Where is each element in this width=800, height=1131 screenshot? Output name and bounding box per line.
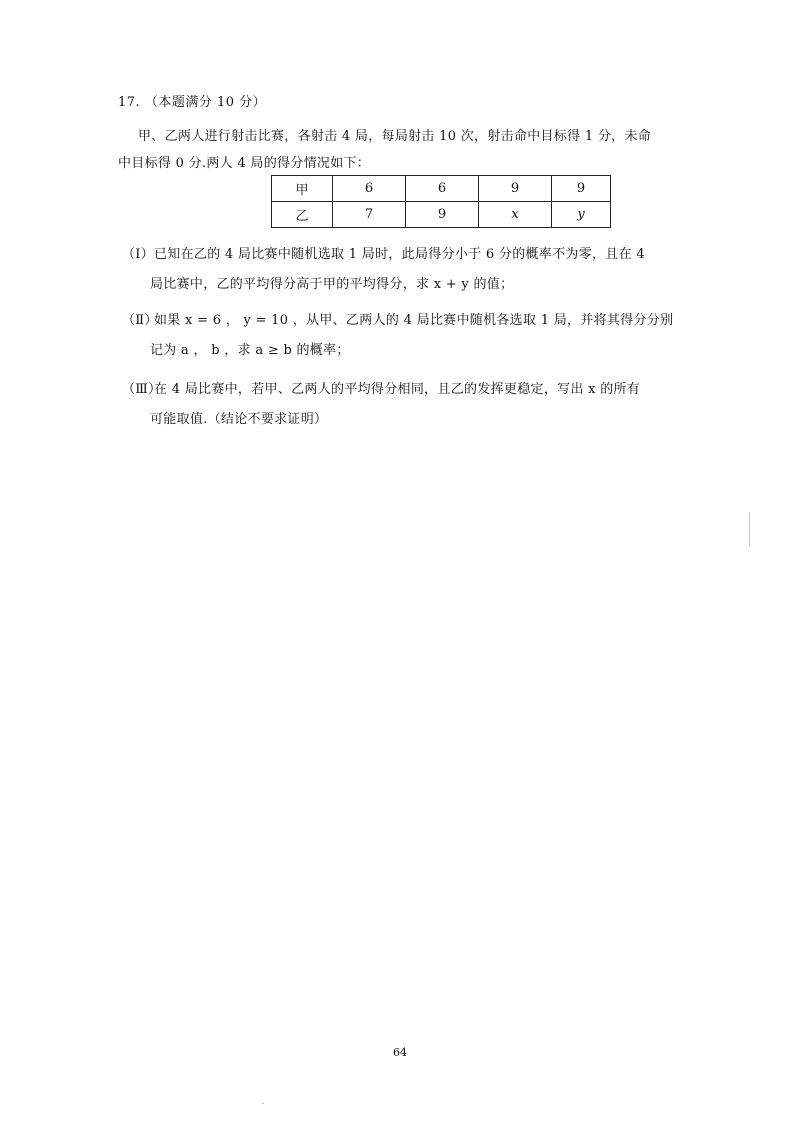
scan-artifact	[262, 1103, 264, 1104]
intro-line-1: 甲、乙两人进行射击比赛，各射击 4 局，每局射击 10 次，射击命中目标得 1 分，未命	[138, 129, 652, 144]
table-cell: 9	[406, 202, 479, 228]
question-intro	[118, 123, 688, 177]
part-3-label: （Ⅲ）	[122, 382, 162, 397]
part-1-label: （Ⅰ）	[122, 247, 155, 262]
page-number: 64	[393, 1046, 407, 1059]
table-cell: 6	[406, 176, 479, 202]
score-table	[271, 175, 611, 228]
part-3-line-2: 可能取值.（结论不要求证明）	[150, 412, 328, 427]
part-2-line-2: 记为 a ， b ，求 a ≥ b 的概率；	[150, 343, 350, 358]
part-3-line-1: 在 4 局比赛中，若甲、乙两人的平均得分相同，且乙的发挥更稳定，写出 x 的所有	[154, 382, 641, 397]
row-name-yi: 乙	[272, 202, 333, 228]
part-3	[122, 375, 692, 435]
table-cell: 9	[552, 176, 611, 202]
table-row-jia	[272, 176, 611, 202]
table-cell: x	[479, 202, 552, 228]
row-name-jia: 甲	[272, 176, 333, 202]
table-cell: 6	[333, 176, 406, 202]
scan-artifact	[749, 512, 750, 546]
table-cell: y	[552, 202, 611, 228]
question-header	[118, 91, 266, 110]
part-1-line-2: 局比赛中，乙的平均得分高于甲的平均得分，求 x + y 的值；	[150, 277, 514, 292]
table-cell: 7	[333, 202, 406, 228]
table-row-yi	[272, 202, 611, 228]
part-2-line-1: 如果 x = 6 ， y = 10 ，从甲、乙两人的 4 局比赛中随机各选取 1 局，并将其得分分别	[154, 313, 674, 328]
part-1-line-1: 已知在乙的 4 局比赛中随机选取 1 局时，此局得分小于 6 分的概率不为零，且在 4	[154, 247, 645, 262]
question-number: 17.	[118, 95, 141, 110]
part-2-label: （Ⅱ）	[122, 313, 158, 328]
part-2	[122, 306, 692, 366]
table-cell: 9	[479, 176, 552, 202]
question-score-note: （本题满分 10 分）	[144, 95, 267, 110]
intro-line-2: 中目标得 0 分.两人 4 局的得分情况如下：	[118, 156, 371, 171]
part-1	[122, 240, 692, 300]
